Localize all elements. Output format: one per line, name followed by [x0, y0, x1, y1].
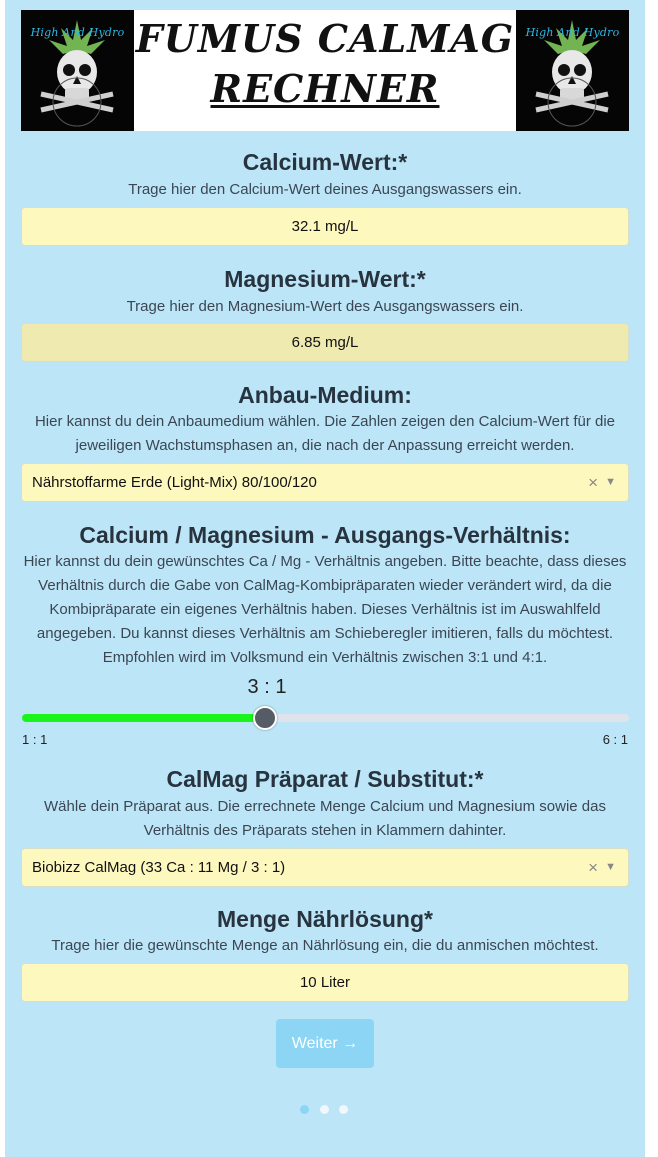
medium-description: Hier kannst du dein Anbaumedium wählen. Die Zahlen zeigen den Calcium-Wert für die jeweiligen Wachstumsphasen an, die nach der Anpassung erreicht werden. [34, 413, 616, 454]
medium-clear-icon[interactable]: × [588, 473, 598, 492]
app-title [134, 14, 516, 114]
amount-input[interactable]: 10 Liter [21, 963, 629, 1002]
step-dot-1[interactable] [300, 1105, 309, 1114]
magnesium-input[interactable]: 6.85 mg/L [21, 323, 629, 362]
amount-description: Trage hier die gewünschte Menge an Nährlösung ein, die du anmischen möchtest. [51, 937, 599, 954]
magnesium-heading: Magnesium-Wert:* [224, 266, 426, 292]
ratio-slider-max-label: 6 : 1 [602, 732, 628, 747]
product-selected-value: Biobizz CalMag (33 Ca : 11 Mg / 3 : 1) [32, 859, 286, 876]
calcium-heading: Calcium-Wert:* [242, 149, 408, 175]
calcium-input[interactable]: 32.1 mg/L [21, 207, 629, 246]
amount-heading: Menge Nährlösung* [217, 906, 433, 932]
brand-logo-left [21, 10, 134, 131]
magnesium-description: Trage hier den Magnesium-Wert des Ausgangswassers ein. [126, 298, 524, 315]
title-line-2: RECHNER [210, 66, 440, 111]
medium-heading: Anbau-Medium: [238, 382, 412, 408]
medium-select[interactable] [21, 463, 629, 502]
product-description: Wähle dein Präparat aus. Die errechnete Menge Calcium und Magnesium sowie das Verhältnis des Präparats stehen in Klammern dahinter. [44, 798, 606, 839]
ratio-current-value: 3 : 1 [247, 676, 287, 698]
step-dot-3[interactable] [339, 1105, 348, 1114]
ratio-description: Hier kannst du dein gewünschtes Ca / Mg - Verhältnis angeben. Bitte beachte, dass dieses Verhältnis durch die Gabe von CalMag-Kombipräparaten wieder verändert wird, da die Kombipräparate ein eigenes Verhältnis haben. Dieses Verhältnis ist im Auswahlfeld angegeben. Du kannst dieses Verhältnis am Schieberegler imitieren, falls du möchtest. Empfohlen wird im Volksmund ein Verhältnis zwischen 3:1 und 4:1. [23, 553, 627, 666]
calculator-panel [5, 0, 645, 1157]
medium-dropdown-arrow-icon[interactable]: ▼ [605, 476, 616, 488]
step-dot-2[interactable] [320, 1105, 329, 1114]
calcium-description: Trage hier den Calcium-Wert deines Ausgangswassers ein. [128, 181, 522, 198]
ratio-slider-handle[interactable] [253, 706, 277, 730]
header-banner [21, 10, 629, 131]
ratio-slider-fill [22, 714, 265, 722]
title-line-1: FUMUS CALMAG [135, 16, 515, 61]
ratio-heading: Calcium / Magnesium - Ausgangs-Verhältnis: [79, 522, 571, 548]
ratio-slider-min-label: 1 : 1 [22, 732, 48, 747]
product-clear-icon[interactable]: × [588, 858, 598, 877]
logo-text: High And Hydro [525, 26, 620, 39]
logo-text: High And Hydro [30, 26, 125, 39]
brand-logo-right [516, 10, 629, 131]
next-button[interactable]: Weiter → [276, 1019, 374, 1068]
medium-selected-value: Nährstoffarme Erde (Light-Mix) 80/100/120 [32, 474, 317, 491]
ratio-slider[interactable] [22, 714, 629, 722]
product-dropdown-arrow-icon[interactable]: ▼ [605, 861, 616, 873]
product-select[interactable] [21, 848, 629, 887]
product-heading: CalMag Präparat / Substitut:* [166, 766, 484, 792]
